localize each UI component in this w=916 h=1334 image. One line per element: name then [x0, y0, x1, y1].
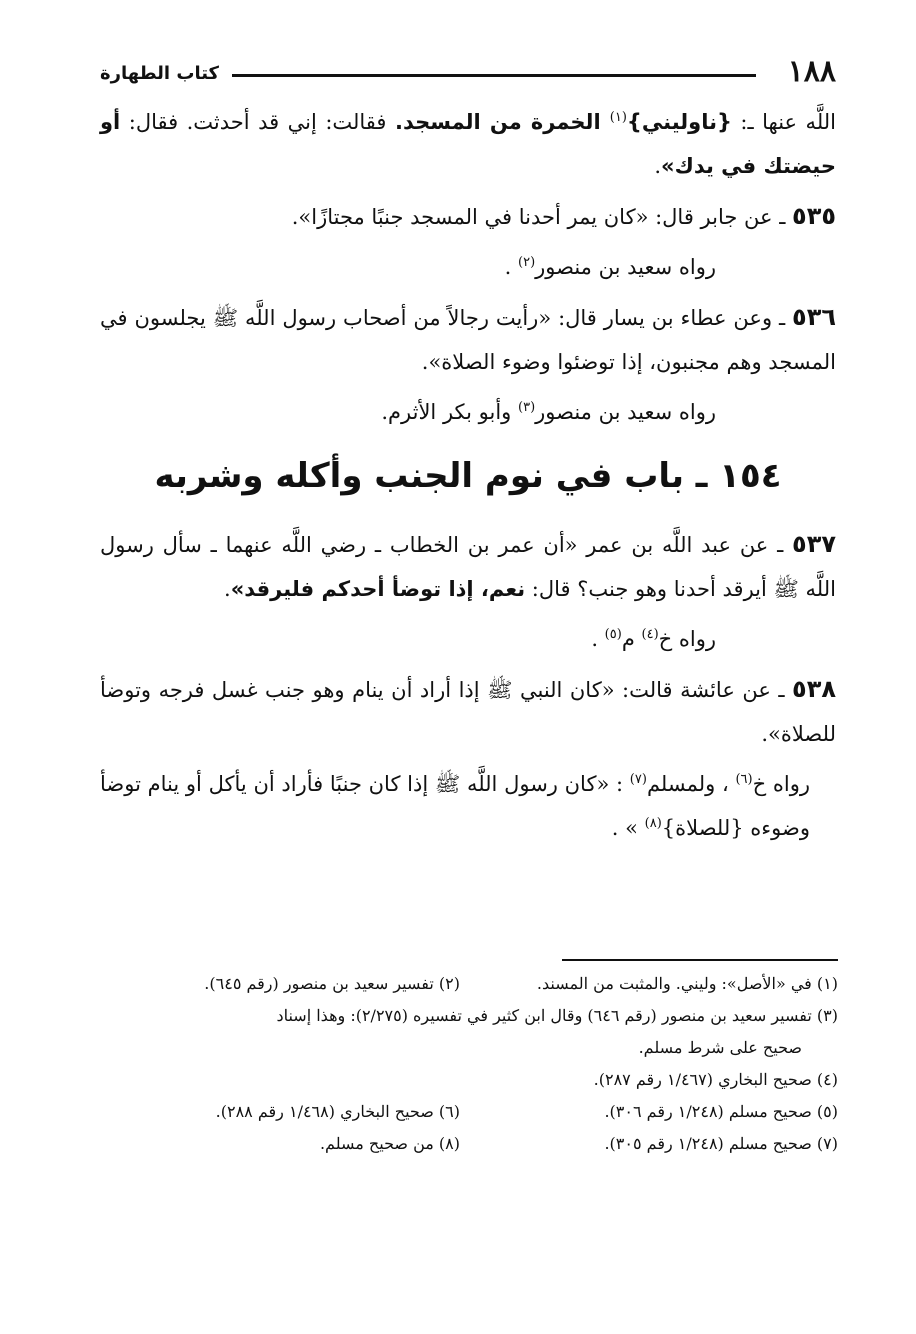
footnote-ref: (٧) — [629, 772, 647, 787]
footnote-7: (٧) صحيح مسلم (١/٢٤٨ رقم ٣٠٥). — [604, 1134, 838, 1153]
source-text: م — [621, 627, 642, 651]
hadith-text: ـ وعن عطاء بن يسار قال: «رأيت رجالاً من أصحاب رسول اللَّه ﷺ يجلسون في المسجد وهم مجنبون، إذا توضئوا وضوء الصلاة». — [100, 306, 836, 374]
footnote-ref: (١) — [609, 110, 627, 125]
hadith-text: ـ عن عائشة قالت: «كان النبي ﷺ إذا أراد أن ينام وهو جنب غسل فرجه وتوضأ للصلاة». — [100, 678, 836, 746]
bold-phrase: نعم، إذا توضأ أحدكم فليرقد» — [230, 577, 526, 601]
footnote-ref: (٥) — [604, 627, 622, 642]
hadith-text: ـ عن عبد اللَّه بن عمر «أن عمر بن الخطاب ـ رضي اللَّه عنهما ـ سأل رسول اللَّه ﷺ أيرقد أحدنا وهو جنب؟ قال: — [100, 533, 836, 601]
page-header — [100, 52, 836, 96]
chapter-heading: ١٥٤ ـ باب في نوم الجنب وأكله وشربه — [154, 456, 782, 496]
footnote-row — [100, 1096, 838, 1128]
main-text — [100, 100, 836, 850]
source-text: رواه خ — [658, 627, 716, 651]
hadith-number: ٥٣٥ — [792, 202, 836, 230]
footnote-ref: (٣) — [518, 400, 536, 415]
footnote-3-line: (٣) تفسير سعيد بن منصور (رقم ٦٤٦) وقال ابن كثير في تفسيره (٢/٢٧٥): وهذا إسناد — [276, 1006, 838, 1025]
source-text: ، ولمسلم — [646, 772, 736, 796]
footnote-ref: (٢) — [518, 255, 536, 270]
hadith-535-source — [100, 245, 836, 289]
hadith-text: ـ عن جابر قال: «كان يمر أحدنا في المسجد جنبًا مجتازًا». — [291, 205, 793, 229]
continuation-text: . — [654, 154, 662, 178]
source-text: رواه سعيد بن منصور — [535, 255, 716, 279]
footnote-ref: (٨) — [644, 816, 662, 831]
source-text: : «كان رسول اللَّه ﷺ إذا كان جنبًا فأراد أن يأكل أو ينام توضأ وضوءه {للصلاة} — [100, 772, 810, 840]
source-text: رواه سعيد بن منصور — [535, 400, 716, 424]
footnote-ref: (٦) — [735, 772, 753, 787]
source-text: . — [504, 255, 518, 279]
footnote-3-continuation: صحيح على شرط مسلم. — [638, 1038, 802, 1057]
page-number: ١٨٨ — [787, 54, 836, 89]
continuation-text: فقالت: إني قد أحدثت. فقال: — [120, 110, 395, 134]
footnote-row — [100, 1128, 838, 1160]
hadith-538-source — [100, 762, 836, 850]
footnote-6: (٦) صحيح البخاري (١/٤٦٨ رقم ٢٨٨). — [215, 1102, 460, 1121]
footnote-4: (٤) صحيح البخاري (١/٤٦٧ رقم ٢٨٧). — [593, 1070, 838, 1089]
footnote-2: (٢) تفسير سعيد بن منصور (رقم ٦٤٥). — [204, 974, 460, 993]
footnote-1: (١) في «الأصل»: وليني. والمثبت من المسند. — [536, 974, 838, 993]
bold-phrase: أو حيضتك في يدك» — [100, 110, 836, 178]
source-text: » . — [611, 816, 645, 840]
footnote-3 — [100, 1000, 838, 1064]
hadith-537 — [100, 522, 836, 611]
footnote-8: (٨) من صحيح مسلم. — [319, 1134, 460, 1153]
footnote-row — [100, 968, 838, 1000]
bracketed-word: {ناوليني} — [626, 110, 732, 134]
hadith-538 — [100, 667, 836, 756]
source-text: وأبو بكر الأثرم. — [381, 400, 518, 424]
hadith-number: ٥٣٧ — [792, 530, 836, 558]
continuation-paragraph — [100, 100, 836, 188]
hadith-536 — [100, 295, 836, 384]
bold-phrase: الخمرة من المسجد. — [394, 110, 610, 134]
source-text: رواه خ — [752, 772, 810, 796]
footnote-ref: (٤) — [641, 627, 659, 642]
hadith-number: ٥٣٨ — [792, 675, 836, 703]
hadith-text: . — [224, 577, 231, 601]
hadith-537-source — [100, 617, 836, 661]
book-title: كتاب الطهارة — [100, 63, 220, 84]
hadith-number: ٥٣٦ — [792, 303, 836, 331]
hadith-536-source — [100, 390, 836, 434]
footnotes — [100, 968, 838, 1160]
hadith-535 — [100, 194, 836, 239]
footnote-separator — [562, 959, 838, 961]
source-text: . — [591, 627, 605, 651]
continuation-text: اللَّه عنها ـ: — [731, 110, 836, 134]
header-rule — [232, 74, 756, 77]
footnote-5: (٥) صحيح مسلم (١/٢٤٨ رقم ٣٠٦). — [604, 1102, 838, 1121]
